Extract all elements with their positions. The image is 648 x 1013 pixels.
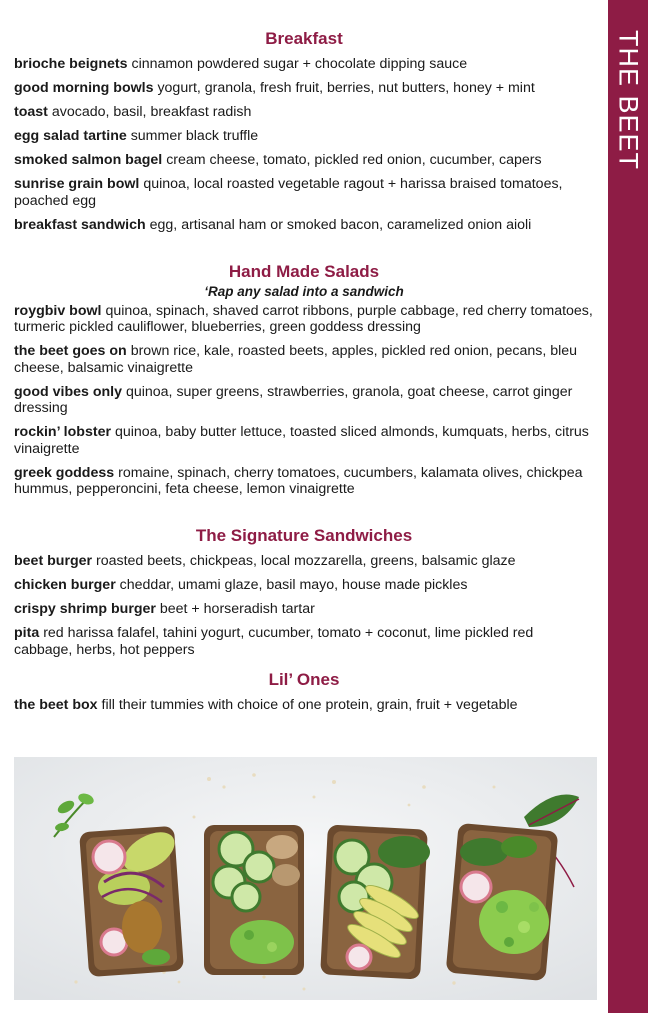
menu-item <box>14 56 594 73</box>
item-desc: summer black truffle <box>130 128 259 144</box>
section-breakfast <box>14 28 594 233</box>
menu-item <box>14 80 594 97</box>
item-name: pita <box>14 625 40 641</box>
menu-item <box>14 303 594 336</box>
item-desc: romaine, spinach, cherry tomatoes, cucumbers, kalamata olives, chickpea hummus, pepperoncini, feta cheese, lemon vinaigrette <box>14 464 583 497</box>
menu-content <box>14 28 594 721</box>
item-desc: quinoa, local roasted vegetable ragout + harissa braised tomatoes, poached egg <box>14 176 563 209</box>
item-name: toast <box>14 104 48 120</box>
menu-item <box>14 424 594 457</box>
item-name: egg salad tartine <box>14 128 127 144</box>
menu-item <box>14 697 594 714</box>
section-title: Breakfast <box>265 29 343 48</box>
item-desc: quinoa, spinach, shaved carrot ribbons, purple cabbage, red cherry tomatoes, turmeric pickled cauliflower, blueberries, green goddess dressing <box>14 302 593 335</box>
menu-item <box>14 176 594 209</box>
item-name: the beet goes on <box>14 343 127 359</box>
item-name: brioche beignets <box>14 56 128 72</box>
brand-title-box <box>608 0 648 200</box>
menu-item <box>14 128 594 145</box>
food-photo <box>14 757 597 1000</box>
section-lil-ones <box>14 669 594 714</box>
menu-item <box>14 152 594 169</box>
item-desc: cheddar, umami glaze, basil mayo, house made pickles <box>119 577 468 593</box>
section-title: Lil’ Ones <box>268 669 340 689</box>
item-name: crispy shrimp burger <box>14 601 156 617</box>
menu-item <box>14 384 594 417</box>
menu-item <box>14 465 594 498</box>
item-name: good morning bowls <box>14 80 154 96</box>
item-desc: quinoa, baby butter lettuce, toasted sliced almonds, kumquats, herbs, citrus vinaigrette <box>14 424 589 457</box>
item-name: greek goddess <box>14 464 115 481</box>
item-name: good vibes only <box>14 383 122 400</box>
item-name: breakfast sandwich <box>14 216 146 233</box>
toast-1 <box>79 824 184 977</box>
item-desc: avocado, basil, breakfast radish <box>51 104 252 120</box>
brand-sidebar <box>608 0 648 1013</box>
toast-3 <box>320 824 430 979</box>
section-salads <box>14 261 594 498</box>
item-name: the beet box <box>14 696 98 713</box>
item-desc: brown rice, kale, roasted beets, apples, pickled red onion, pecans, bleu cheese, balsamic vinaigrette <box>14 343 578 376</box>
menu-item <box>14 104 594 121</box>
menu-item <box>14 343 594 376</box>
item-desc: red harissa falafel, tahini yogurt, cucumber, tomato + coconut, lime pickled red cabbage, herbs, hot peppers <box>14 625 534 658</box>
section-subtitle: ‘Rap any salad into a sandwich <box>204 283 404 299</box>
section-title: The Signature Sandwiches <box>195 526 413 545</box>
item-desc: cream cheese, tomato, pickled red onion, cucumber, capers <box>166 152 542 168</box>
item-desc: quinoa, super greens, strawberries, granola, goat cheese, carrot ginger dressing <box>14 383 573 416</box>
item-name: smoked salmon bagel <box>14 152 163 168</box>
item-name: sunrise grain bowl <box>14 176 140 192</box>
item-desc: beet + horseradish tartar <box>159 601 315 617</box>
toast-2 <box>204 825 304 975</box>
item-desc: fill their tummies with choice of one protein, grain, fruit + vegetable <box>101 696 518 713</box>
section-sandwiches <box>14 525 594 658</box>
item-name: chicken burger <box>14 577 116 593</box>
item-name: beet burger <box>14 553 93 569</box>
item-name: rockin’ lobster <box>14 424 111 440</box>
item-desc: yogurt, granola, fresh fruit, berries, nut butters, honey + mint <box>157 80 535 96</box>
section-title: Hand Made Salads <box>228 261 380 281</box>
toast-illustration <box>14 757 597 1000</box>
item-desc: egg, artisanal ham or smoked bacon, caramelized onion aioli <box>149 216 532 233</box>
menu-item <box>14 577 594 594</box>
menu-item <box>14 217 594 234</box>
menu-item <box>14 553 594 570</box>
item-name: roygbiv bowl <box>14 302 102 319</box>
menu-item <box>14 601 594 618</box>
menu-item <box>14 625 594 658</box>
item-desc: roasted beets, chickpeas, local mozzarella, greens, balsamic glaze <box>96 553 516 569</box>
toast-4 <box>446 823 559 981</box>
item-desc: cinnamon powdered sugar + chocolate dipping sauce <box>131 56 468 72</box>
brand-title: THE BEET <box>613 29 644 171</box>
